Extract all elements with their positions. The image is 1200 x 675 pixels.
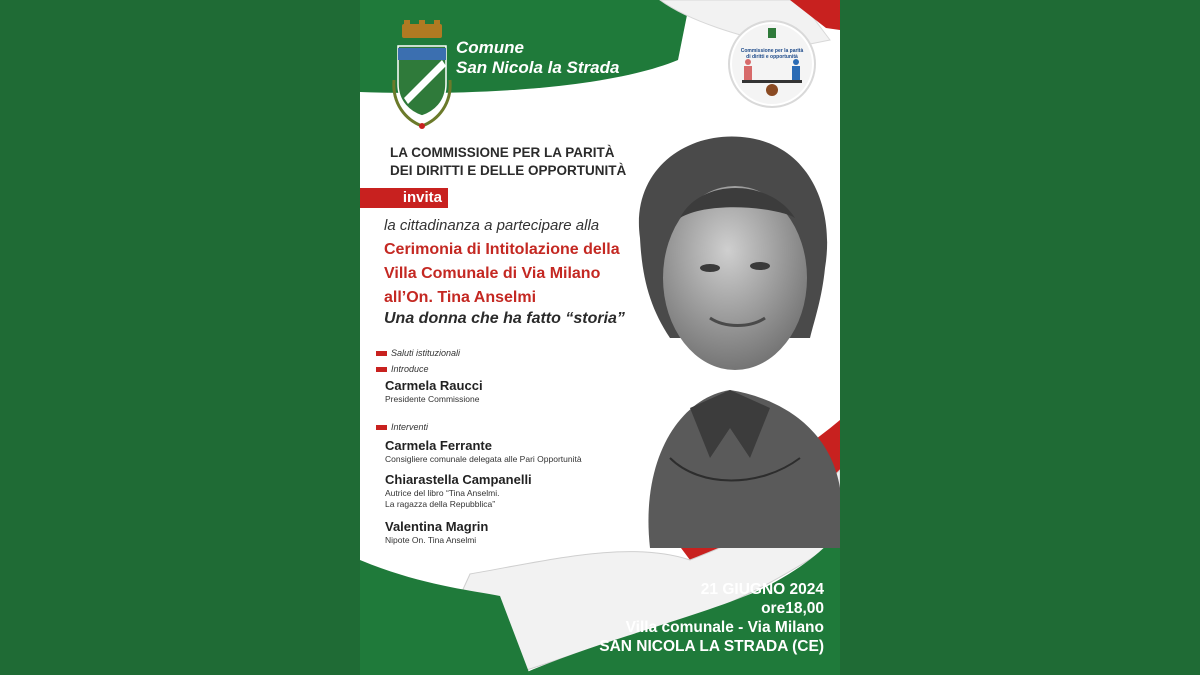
event-time: ore18,00: [761, 600, 824, 617]
event-venue: Villa comunale - Via Milano: [625, 619, 824, 636]
program-introduce-label: Introduce: [376, 364, 429, 374]
speaker-item: Chiarastella Campanelli Autrice del libro “Tina Anselmi. La ragazza della Repubblica”: [385, 472, 532, 509]
portrait-photo: [610, 128, 840, 548]
commission-logo-text: Commissione per la parità di diritti e opportunità: [740, 48, 804, 60]
page-title: LA COMMISSIONE PER LA PARITÀ DEI DIRITTI E DELLE OPPORTUNITÀ: [390, 145, 627, 178]
red-bullet-icon: [376, 367, 387, 372]
commission-logo: [728, 20, 816, 108]
parity-scale-icon: [730, 22, 814, 106]
municipality-name: Comune San Nicola la Strada: [456, 38, 620, 77]
event-date: 21 GIUGNO 2024: [700, 581, 824, 598]
municipal-crest-icon: [386, 20, 458, 132]
event-details: [554, 580, 824, 656]
program-interventi-label: Interventi: [376, 422, 428, 432]
speaker-item: Valentina Magrin Nipote On. Tina Anselmi: [385, 519, 489, 545]
invita-badge: invita: [360, 188, 448, 208]
ceremony-subtitle: Una donna che ha fatto “storia”: [384, 310, 625, 327]
ceremony-title: Cerimonia di Intitolazione della Villa Comunale di Via Milano all’On. Tina Anselmi: [384, 241, 620, 306]
red-bullet-icon: [376, 425, 387, 430]
program-saluti-label: Saluti istituzionali: [376, 348, 460, 358]
speaker-item: Carmela Raucci Presidente Commissione: [385, 378, 483, 404]
red-bullet-icon: [376, 351, 387, 356]
event-city: SAN NICOLA LA STRADA (CE): [599, 638, 824, 655]
invite-line: la cittadinanza a partecipare alla: [384, 217, 600, 234]
event-poster: [360, 0, 840, 675]
speaker-item: Carmela Ferrante Consigliere comunale delegata alle Pari Opportunità: [385, 438, 582, 464]
